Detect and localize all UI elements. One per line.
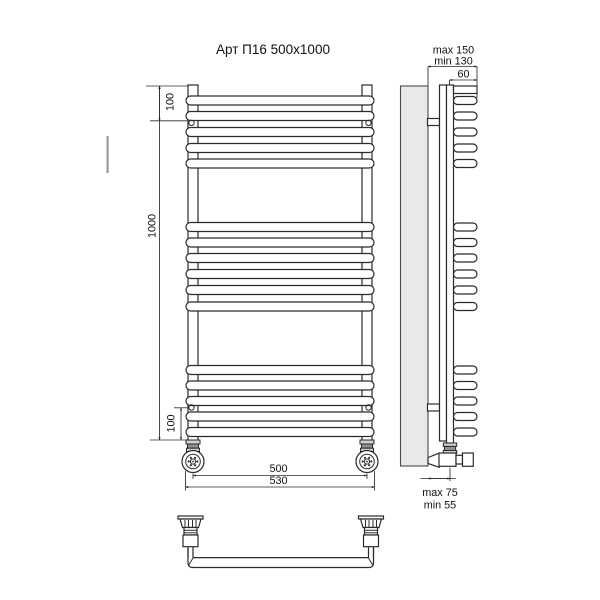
dim-rail-depth-60: 60	[457, 68, 470, 81]
drawing-title: Арт П16 500x1000	[216, 42, 330, 57]
side-rung	[454, 303, 478, 311]
dim-depth-min-130: min 130	[434, 55, 473, 68]
side-rung	[454, 112, 478, 120]
front-valve-left	[182, 440, 204, 473]
front-rung	[186, 381, 374, 390]
side-rung	[454, 286, 478, 294]
front-rung	[186, 302, 374, 311]
dim-height-1000: 1000	[146, 213, 159, 239]
dim-valve-min-55: min 55	[423, 499, 457, 512]
front-rung	[186, 238, 374, 247]
front-rung	[186, 144, 374, 153]
side-view	[401, 45, 478, 512]
side-post	[440, 85, 447, 441]
side-pipe	[447, 85, 454, 443]
front-rung	[186, 128, 374, 137]
front-rung	[186, 366, 374, 375]
side-rung	[454, 397, 478, 405]
wall	[401, 86, 429, 466]
front-valve-right	[356, 440, 378, 473]
side-rung	[454, 382, 478, 390]
front-rung	[186, 159, 374, 168]
wall-bracket-upper	[428, 119, 440, 126]
side-rung	[454, 97, 478, 105]
dim-bottom-offset-100: 100	[165, 414, 178, 433]
bottom-view	[178, 516, 384, 568]
side-rung	[454, 239, 478, 247]
front-rung	[186, 223, 374, 232]
front-rungs	[186, 96, 374, 437]
bottom-valve-left	[178, 516, 203, 558]
front-rung	[186, 270, 374, 279]
wall-bracket-lower	[428, 404, 440, 411]
side-rung	[454, 428, 478, 436]
front-rung	[186, 397, 374, 406]
bottom-valve-right	[359, 516, 384, 558]
side-rung	[454, 223, 478, 231]
front-rung	[186, 254, 374, 263]
side-rung	[454, 413, 478, 421]
side-rung	[454, 366, 478, 374]
front-rung	[186, 96, 374, 105]
dim-depth-max-150: max 150	[432, 44, 475, 57]
artifact-line	[107, 136, 109, 173]
front-rung	[186, 412, 374, 421]
side-valve-body	[439, 453, 456, 466]
dim-top-offset-100: 100	[164, 92, 177, 112]
front-view	[146, 85, 378, 491]
dim-width-500: 500	[269, 463, 288, 475]
dim-valve-max-75: max 75	[422, 487, 458, 499]
side-valve-cone	[428, 453, 439, 467]
front-rung	[186, 286, 374, 295]
front-rung	[186, 112, 374, 121]
side-rung	[454, 160, 478, 168]
side-rung	[454, 270, 478, 278]
front-rung	[186, 428, 374, 437]
side-rung	[454, 144, 478, 152]
dim-width-530: 530	[269, 475, 288, 487]
side-rung	[454, 254, 478, 262]
side-rungs	[454, 97, 478, 437]
side-rung	[454, 128, 478, 136]
side-top-rail	[454, 86, 478, 94]
